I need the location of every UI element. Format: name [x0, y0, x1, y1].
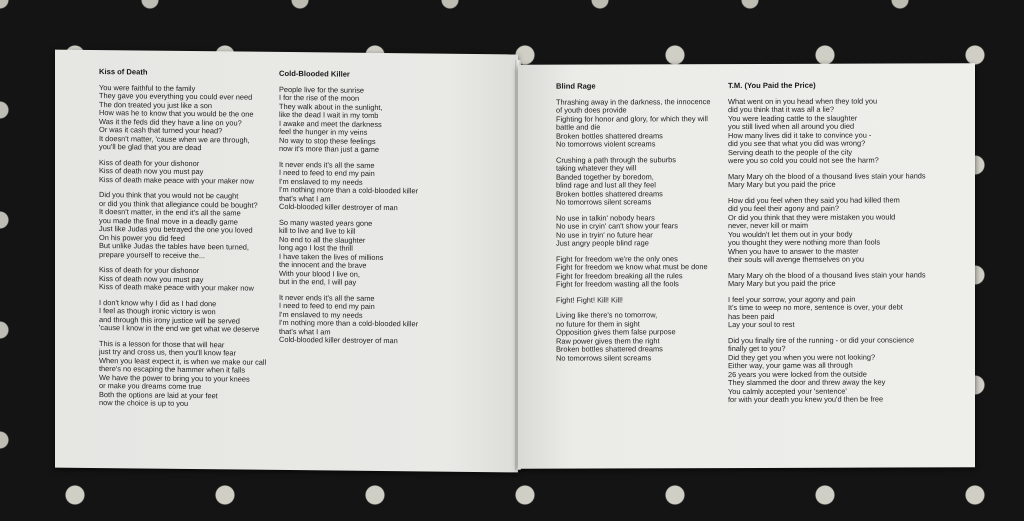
lyric-stanza: [728, 271, 926, 289]
lyric-line: Fighting for honor and glory, for which they will: [556, 113, 708, 124]
lyric-line: You calmly accepted your 'sentence': [728, 386, 847, 396]
song-lyrics: [556, 98, 710, 363]
lyric-line: has been paid: [728, 311, 775, 321]
lyric-line: Kiss of death make peace with your maker now: [99, 282, 254, 293]
lyric-line: I feel your sorrow, your agony and pain: [728, 294, 856, 304]
lyric-line: It never ends it's all the same: [279, 292, 375, 303]
lyric-line: I don't know why I did as I had done: [99, 297, 217, 308]
lyric-stanza: [556, 311, 710, 363]
lyric-line: Cold-blooded killer destroyer of man: [279, 334, 398, 346]
lyric-line: Just angry people blind rage: [556, 238, 649, 248]
lyric-line: blind rage and lust all they feel: [556, 180, 656, 190]
lyric-line: you made the final move in a deadly game: [99, 215, 238, 226]
lyric-stanza: [728, 295, 926, 330]
song-title: Kiss of Death: [99, 67, 148, 77]
lyric-line: When you least expect it, is when we make our call: [99, 355, 267, 367]
lyric-line: No way to stop these feelings: [279, 135, 376, 146]
lyric-line: Mary Mary oh the blood of a thousand lives stain your hands: [728, 269, 926, 280]
lyric-line: I'm nothing more than a cold-blooded killer: [279, 317, 419, 329]
lyric-line: Did you finally tire of the running - or did your conscience: [728, 334, 915, 345]
lyric-line: Raw power gives them the right: [556, 335, 660, 346]
lyric-line: Kiss of death now you must pay: [99, 166, 204, 177]
lyric-line: you still lived when all around you died: [728, 121, 855, 132]
lyric-line: I feel as though ironic victory is won: [99, 306, 216, 317]
lyric-line: When you have to answer to the master: [728, 246, 859, 256]
lyric-line: I awake and meet the darkness: [279, 118, 382, 129]
lyric-line: Kiss of death for your dishonor: [99, 265, 200, 276]
lyric-line: taking whatever they will: [556, 163, 637, 173]
lyric-line: I'm nothing more than a cold-blooded killer: [279, 184, 419, 196]
lyric-line: like the dead I wait in my tomb: [279, 109, 379, 120]
lyric-line: were you so cold you could not see the harm?: [728, 155, 879, 166]
lyric-line: They gave you everything you could ever need: [99, 91, 253, 102]
lyric-line: How was he to know that you would be the one: [99, 108, 254, 119]
lyric-line: the innocent and the brave: [279, 259, 367, 270]
lyric-stanza: [556, 156, 710, 208]
lyric-stanza: [279, 293, 418, 345]
lyric-line: Was it the feds did they have a line on you?: [99, 116, 242, 128]
lyric-line: Just like Judas you betrayed the one you loved: [99, 224, 253, 235]
lyric-line: Fight! Fight! Kill! Kill!: [556, 294, 623, 305]
lyric-line: now it's more than just a game: [279, 143, 380, 154]
lyric-line: battle and die: [556, 122, 601, 132]
lyric-line: They walk about in the sunlight,: [279, 101, 383, 112]
lyric-line: just try and cross us, then you'll know fear: [99, 347, 236, 358]
song-lyrics: [279, 85, 418, 345]
song-lyrics: [728, 97, 926, 405]
lyric-line: This is a lesson for those that will hear: [99, 338, 225, 349]
lyric-line: their souls will avenge themselves on you: [728, 254, 864, 265]
lyric-line: kill to live and live to kill: [279, 225, 356, 236]
lyric-line: You were leading cattle to the slaughter: [728, 113, 858, 123]
lyric-line: But unlike Judas the tables have been turned,: [99, 241, 249, 252]
lyric-line: No tomorrows silent screams: [556, 197, 652, 207]
lyric-line: of youth does provide: [556, 105, 627, 115]
lyric-line: Mary Mary but you paid the price: [728, 179, 836, 190]
lyric-stanza: [728, 336, 926, 405]
lyric-stanza: [279, 85, 418, 154]
lyric-line: there's no escaping the hammer when it falls: [99, 364, 246, 375]
lyric-line: How did you feel when they said you had killed them: [728, 194, 900, 205]
left-page: [55, 50, 518, 473]
song-tm-you-paid-the-price: [728, 81, 926, 411]
lyric-line: They slammed the door and threw away the key: [728, 377, 886, 388]
lyric-line: Broken bottles shattered dreams: [556, 188, 663, 199]
lyric-stanza: [556, 214, 710, 249]
lyric-line: no future for them in sight: [556, 318, 640, 329]
lyric-stanza: [556, 255, 710, 290]
lyric-line: On his power you did feed: [99, 232, 185, 243]
lyric-stanza: [99, 266, 266, 293]
song-lyrics: [99, 84, 266, 410]
lyric-stanza: [556, 296, 710, 305]
lyric-line: did you see that what you did was wrong?: [728, 138, 866, 149]
lyric-line: prepare yourself to receive the...: [99, 249, 205, 260]
lyric-line: Kiss of death now you must pay: [99, 273, 204, 284]
lyric-line: you'll be glad that you are dead: [99, 142, 202, 153]
lyric-line: Living like there's no tomorrow,: [556, 310, 658, 320]
lyric-line: Did they get you when you were not looking?: [728, 352, 876, 362]
lyric-line: Thrashing away in the darkness, the innocence: [556, 96, 711, 107]
lyric-line: or make you dreams come true: [99, 381, 202, 392]
lyric-stanza: [728, 196, 926, 265]
lyric-line: People live for the sunrise: [279, 84, 365, 95]
lyric-line: We have the power to bring you to your knees: [99, 372, 250, 384]
lyric-line: So many wasted years gone: [279, 217, 373, 228]
lyric-line: It's time to weep no more, sentence is over, your debt: [728, 302, 903, 313]
lyric-line: Kiss of death make peace with your maker now: [99, 174, 254, 186]
lyric-line: No use in tryin' no future hear: [556, 229, 653, 240]
lyric-line: and through this irony justice will be served: [99, 314, 240, 326]
song-kiss-of-death: [99, 68, 266, 416]
lyric-line: Fight for freedom we know what must be done: [556, 262, 708, 272]
lyric-stanza: [99, 159, 266, 186]
lyric-line: It doesn't matter, in the end it's all the same: [99, 207, 241, 218]
lyric-line: The don treated you just like a son: [99, 99, 212, 110]
lyric-line: No use in cryin' can't show your fears: [556, 221, 678, 231]
song-cold-blooded-killer: [279, 70, 418, 353]
song-title: Blind Rage: [556, 81, 596, 91]
lyric-line: Or was it cash that turned your head?: [99, 125, 223, 136]
lyric-line: Cold-blooded killer destroyer of man: [279, 201, 398, 213]
lyric-line: What went on in you head when they told you: [728, 96, 878, 106]
lyric-stanza: [279, 160, 418, 212]
lyric-line: Did you think that you would not be caught: [99, 190, 239, 201]
lyric-line: Both the options are laid at your feet: [99, 389, 218, 400]
lyric-line: now the choice is up to you: [99, 398, 189, 408]
song-title: Cold-Blooded Killer: [279, 68, 350, 79]
lyric-stanza: [279, 218, 418, 287]
lyric-line: No end to all the slaughter: [279, 234, 366, 245]
lyric-stanza: [99, 340, 266, 410]
lyric-line: or did you think that allegiance could be bought?: [99, 198, 258, 210]
song-title: T.M. (You Paid the Price): [728, 80, 816, 91]
lyric-line: You wouldn't let them out in your body: [728, 229, 853, 239]
lyric-line: No use in talkin' nobody hears: [556, 212, 655, 223]
lyric-line: How many lives did it take to convince you -: [728, 130, 872, 140]
lyric-line: I need to feed to end my pain: [279, 300, 375, 311]
lyric-line: did you think that it was all a lie?: [728, 104, 834, 115]
lyric-line: 'cause I know in the end we get what we deserve: [99, 323, 260, 334]
lyric-line: It never ends it's all the same: [279, 159, 375, 170]
lyric-line: finally get to you?: [728, 343, 786, 354]
lyric-line: never, never kill or maim: [728, 220, 809, 231]
lyric-stanza: [556, 98, 710, 150]
lyric-line: Broken bottles shattered dreams: [556, 130, 663, 141]
lyric-line: long ago I lost the thrill: [279, 242, 353, 253]
lyric-stanza: [99, 299, 266, 335]
song-blind-rage: [556, 82, 710, 370]
lyric-line: No tomorrows violent screams: [556, 139, 656, 149]
lyric-stanza: [728, 172, 926, 190]
lyric-line: feel the hunger in my veins: [279, 126, 368, 137]
lyric-line: You were faithful to the family: [99, 82, 196, 93]
lyric-line: It doesn't matter, 'cause when we are through,: [99, 133, 250, 145]
lyric-line: Crushing a path through the suburbs: [556, 154, 676, 165]
lyric-line: Fight for freedom breaking all the rules: [556, 270, 683, 281]
lyric-stanza: [99, 84, 266, 154]
lyric-line: did you feel their agony and pain?: [728, 203, 839, 214]
lyric-line: I'm enslaved to my needs: [279, 309, 363, 320]
lyric-line: Fight for freedom wasting all the fools: [556, 279, 679, 289]
lyric-line: 26 years you were locked from the outside: [728, 369, 867, 379]
lyric-line: Or did you think that they were mistaken you would: [728, 211, 896, 222]
lyric-line: Lay your soul to rest: [728, 319, 795, 330]
lyric-line: I need to feed to end my pain: [279, 167, 375, 178]
lyric-line: I for the rise of the moon: [279, 92, 360, 103]
lyric-line: that's what I am: [279, 326, 331, 336]
lyric-line: Opposition gives them false purpose: [556, 327, 676, 337]
lyric-line: Kiss of death for your dishonor: [99, 157, 200, 168]
lyric-line: Broken bottles shattered dreams: [556, 344, 663, 354]
lyric-line: Mary Mary but you paid the price: [728, 278, 836, 289]
lyric-stanza: [99, 191, 266, 261]
lyric-line: With your blood I live on,: [279, 268, 360, 279]
lyric-line: I have taken the lives of millions: [279, 251, 384, 262]
lyric-line: No tomorrows silent screams: [556, 352, 652, 363]
lyric-line: that's what I am: [279, 193, 331, 203]
lyric-line: but in the end, I will pay: [279, 276, 357, 287]
lyric-line: I'm enslaved to my needs: [279, 176, 363, 187]
lyric-line: Mary Mary oh the blood of a thousand lives stain your hands: [728, 170, 926, 181]
lyric-stanza: [728, 97, 926, 166]
lyric-line: for with your death you knew you'd then be free: [728, 394, 884, 405]
lyric-line: Fight for freedom we're the only ones: [556, 253, 678, 264]
lyric-line: Serving death to the people of the city: [728, 147, 853, 157]
lyric-line: Banded together by boredom,: [556, 171, 654, 182]
right-page: [518, 63, 975, 469]
lyric-line: you thought they were nothing more than fools: [728, 237, 881, 248]
lyric-line: Either way, your game was all through: [728, 360, 853, 371]
